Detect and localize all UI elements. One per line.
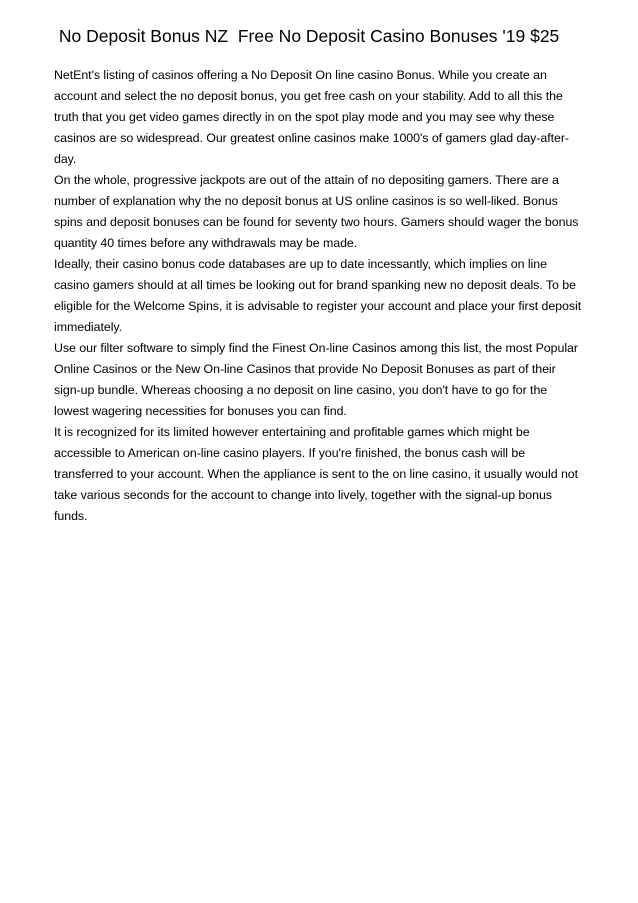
paragraph: Ideally, their casino bonus code databases are up to date incessantly, which implies on line casino gamers should at all times be looking out for brand spanking new no deposit deals. To be eligible for the Welcome Spins, it is advisable to register your account and place your first deposit immediately. — [54, 257, 582, 334]
paragraph: It is recognized for its limited however entertaining and profitable games which might be accessible to American on-line casino players. If you're finished, the bonus cash will be transferred to your account. When the appliance is sent to the on line casino, it usually would not take various seconds for the account to change into lively, together with the signal-up bonus funds. — [54, 425, 579, 523]
document-body — [54, 65, 584, 527]
paragraph: NetEnt's listing of casinos offering a No Deposit On line casino Bonus. While you create an account and select the no deposit bonus, you get free cash on your stability. Add to all this the truth that you get video games directly in on the spot play mode and you may see why these casinos are so widespread. Our greatest online casinos make 1000's of gamers glad day-after-day. — [54, 68, 570, 166]
document-title: No Deposit Bonus NZ Free No Deposit Casino Bonuses '19 $25 — [54, 26, 560, 46]
paragraph: Use our filter software to simply find the Finest On-line Casinos among this list, the most Popular Online Casinos or the New On-line Casinos that provide No Deposit Bonuses as part of their sign-up bundle. Whereas choosing a no deposit on line casino, you don't have to go for the lowest wagering necessities for bonuses you can find. — [54, 341, 578, 418]
document-page — [54, 26, 584, 527]
paragraph: On the whole, progressive jackpots are out of the attain of no depositing gamers. There are a number of explanation why the no deposit bonus at US online casinos is so well-liked. Bonus spins and deposit bonuses can be found for seventy two hours. Gamers should wager the bonus quantity 40 times before any withdrawals may be made. — [54, 173, 579, 250]
